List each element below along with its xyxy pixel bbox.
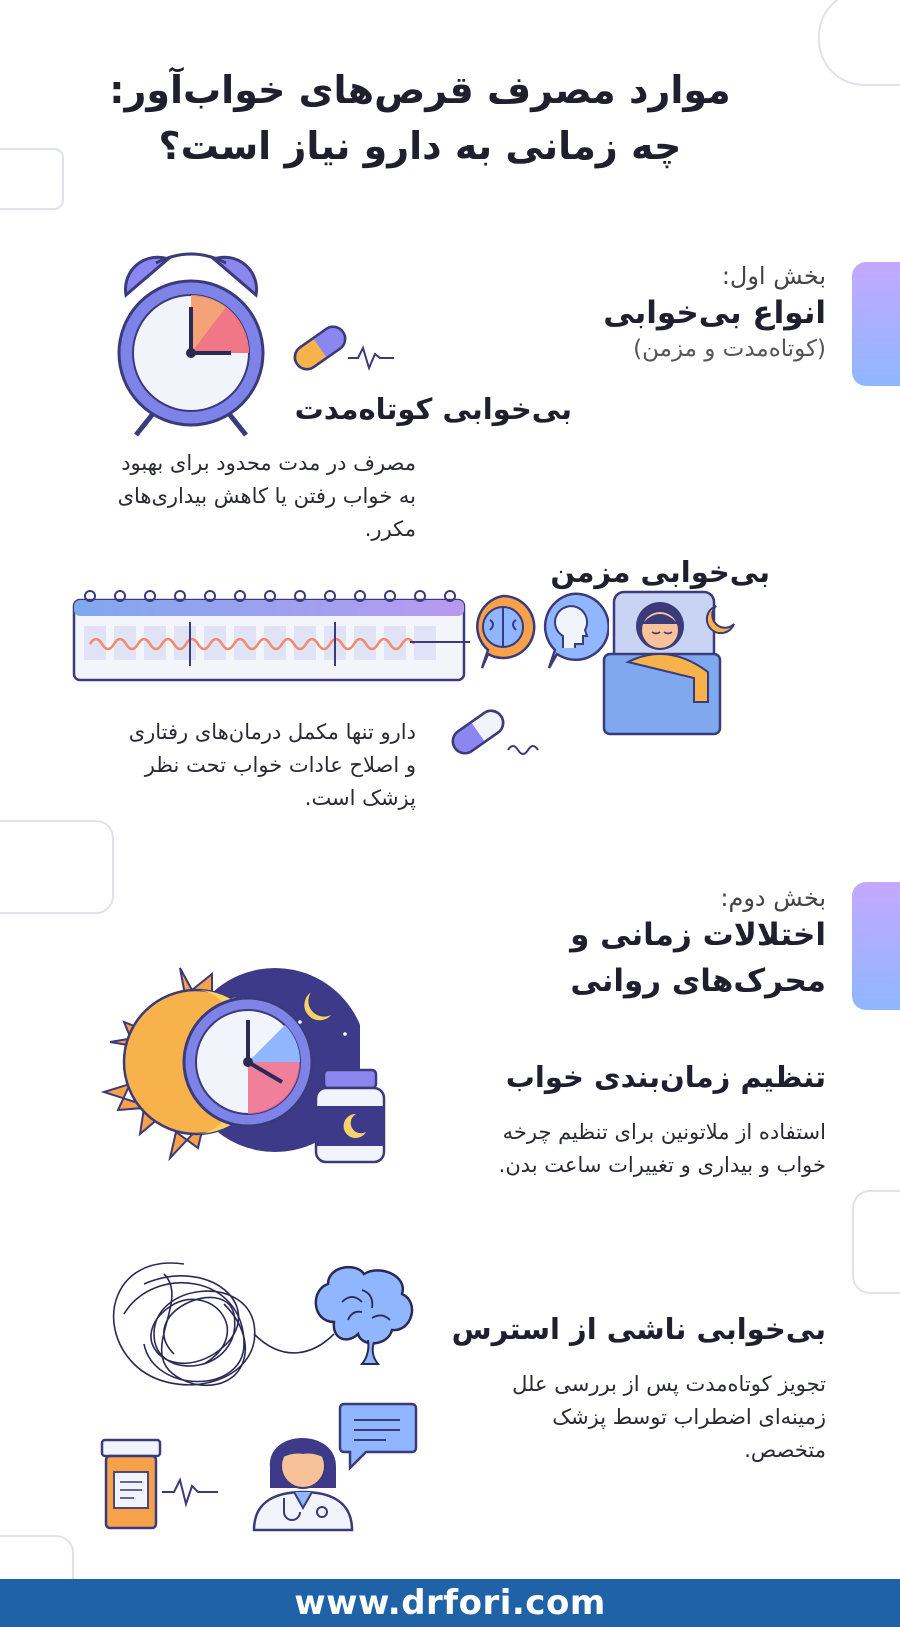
stress-insomnia-line2: زمینه‌ای اضطراب توسط پزشک — [552, 1405, 826, 1429]
section1-tab — [852, 262, 900, 386]
deco-corner-top-right — [818, 0, 900, 86]
pill-icon — [290, 318, 400, 378]
chronic-insomnia-text — [76, 716, 416, 815]
brain-icon — [468, 592, 538, 672]
chat-bubble-icon — [338, 1400, 418, 1474]
section1-subtitle: (کوتاه‌مدت و مزمن) — [633, 336, 826, 362]
section2-title-line1: اختلالات زمانی و — [570, 917, 826, 953]
stress-insomnia-line1: تجویز کوتاه‌مدت پس از بررسی علل — [512, 1372, 826, 1396]
page-title-line2: چه زمانی به دارو نیاز است؟ — [158, 124, 682, 168]
section2-title-line2: محرک‌های روانی — [570, 963, 826, 999]
pill-bottle-icon — [100, 1436, 220, 1532]
page-title — [80, 62, 760, 174]
sleep-timing-title: تنظیم زمان‌بندی خواب — [505, 1060, 826, 1094]
short-term-insomnia-line3: مکرر. — [364, 517, 416, 541]
short-term-insomnia-text — [76, 447, 416, 546]
deco-right-mid — [852, 1190, 900, 1294]
pill-icon-2 — [448, 700, 544, 764]
alarm-clock-icon — [106, 245, 276, 445]
short-term-insomnia-title: بی‌خوابی کوتاه‌مدت — [294, 392, 572, 426]
section1-heading — [486, 262, 826, 362]
sleep-timing-line2: خواب و بیداری و تغییرات ساعت بدن. — [498, 1153, 826, 1177]
short-term-insomnia-line2: به خواب رفتن یا کاهش بیداری‌های — [117, 484, 416, 508]
section2-label: بخش دوم: — [720, 884, 826, 912]
stress-insomnia-text — [446, 1368, 826, 1467]
section2-tab — [852, 882, 900, 1010]
section1-title: انواع بی‌خوابی — [603, 295, 826, 331]
deco-left-top — [0, 148, 64, 210]
section1-label: بخش اول: — [721, 262, 826, 290]
chronic-insomnia-title: بی‌خوابی مزمن — [550, 555, 770, 589]
tangled-thread-icon — [94, 1244, 424, 1400]
melatonin-bottle-icon — [310, 1066, 390, 1166]
chronic-insomnia-line3: پزشک است. — [304, 786, 416, 810]
sleeping-person-icon — [598, 584, 748, 736]
stress-insomnia-line3: متخصص. — [744, 1438, 826, 1462]
short-term-insomnia-line1: مصرف در مدت محدود برای بهبود — [121, 451, 416, 475]
sleep-timing-line1: استفاده از ملاتونین برای تنظیم چرخه — [502, 1120, 826, 1144]
chronic-insomnia-line2: و اصلاح عادات خواب تحت نظر — [144, 753, 416, 777]
stress-insomnia-title: بی‌خوابی ناشی از استرس — [451, 1312, 826, 1346]
chronic-insomnia-line1: دارو تنها مکمل درمان‌های رفتاری — [128, 720, 416, 744]
calendar-icon — [70, 582, 470, 692]
sleep-timing-text — [426, 1116, 826, 1182]
footer-url[interactable]: www.drfori.com — [0, 1579, 900, 1627]
section2-heading — [486, 884, 826, 1004]
page-title-line1: موارد مصرف قرص‌های خواب‌آور: — [109, 68, 731, 112]
deco-left-mid — [0, 820, 114, 914]
